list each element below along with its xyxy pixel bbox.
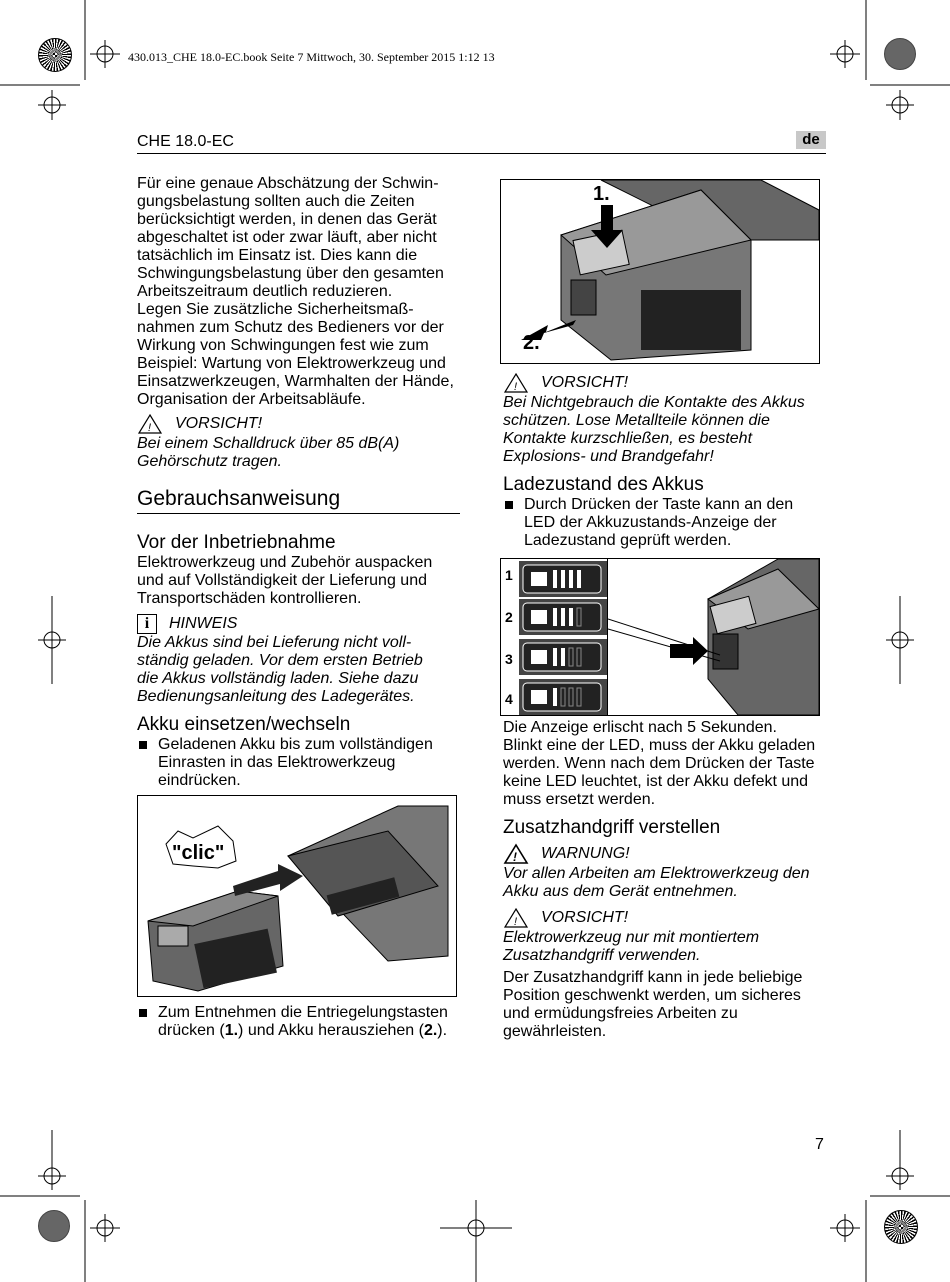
warning-triangle-icon xyxy=(137,413,163,435)
indicator-paragraph xyxy=(503,719,833,809)
warning-triangle-icon xyxy=(503,372,529,394)
figure-insert-battery xyxy=(137,795,457,997)
section-rule xyxy=(137,513,460,514)
caution-label: VORSICHT! xyxy=(541,374,629,391)
note-heading xyxy=(137,614,462,634)
text-line: Blinkt eine der LED, muss der Akku geladen xyxy=(503,737,816,754)
text-line: Bei einem Schalldruck über 85 dB(A) xyxy=(137,435,400,452)
led-levels xyxy=(501,559,608,715)
warning-triangle-icon xyxy=(503,907,529,929)
text-line: gungsbelastung sollten auch die Zeiten xyxy=(137,193,415,210)
text-line: keine LED leuchtet, ist der Akku defekt und xyxy=(503,773,809,790)
battery-remove-illustration xyxy=(501,180,819,363)
text-line: und auf Vollständigkeit der Lieferung und xyxy=(137,572,427,589)
text-line: Geladenen Akku bis zum vollständigen xyxy=(158,736,433,753)
level-number: 4 xyxy=(505,691,513,707)
svg-text:!: ! xyxy=(148,422,152,434)
text-line: Bei Nichtgebrauch die Kontakte des Akkus xyxy=(503,394,805,411)
figure-charge-indicator xyxy=(500,558,820,716)
text-line: ständig geladen. Vor dem ersten Betrieb xyxy=(137,652,423,669)
text-line: und ermüdungsfreies Arbeiten zu xyxy=(503,1005,738,1022)
svg-text:!: ! xyxy=(513,850,517,864)
handle-paragraph xyxy=(503,969,833,1041)
text-line: Durch Drücken der Taste kann an den xyxy=(524,496,794,513)
text-line: Ladezustand geprüft werden. xyxy=(524,532,732,549)
language-badge: de xyxy=(796,131,826,149)
left-column xyxy=(137,175,462,790)
bullet-remove-battery xyxy=(137,1004,467,1040)
caution-label: VORSICHT! xyxy=(541,909,629,926)
text-line: Elektrowerkzeug und Zubehör auspacken xyxy=(137,554,433,571)
text-line: Zusatzhandgriff verwenden. xyxy=(503,947,701,964)
step-2-label: 2. xyxy=(523,332,540,354)
text-line: die Akkus vollständig laden. Siehe dazu xyxy=(137,670,419,687)
text-line: eindrücken. xyxy=(158,772,241,789)
running-header: CHE 18.0-EC xyxy=(137,133,234,150)
text-run: ). xyxy=(437,1022,448,1039)
caution-heading xyxy=(503,907,833,929)
warning-triangle-icon xyxy=(503,843,529,865)
header-rule xyxy=(137,153,826,154)
right-column xyxy=(503,372,833,550)
subsection-title: Ladezustand des Akkus xyxy=(503,474,704,495)
text-line: berücksichtigt werden, in denen das Gerät xyxy=(137,211,437,228)
right-column-lower xyxy=(503,719,833,1041)
text-line: Einsatzwerkzeugen, Warmhalten der Hände, xyxy=(137,373,454,390)
step-ref: 2. xyxy=(423,1022,438,1039)
caution-text xyxy=(503,929,833,965)
bullet-insert-battery xyxy=(137,736,462,790)
text-line: tatsächlich im Einsatz ist. Dies kann die xyxy=(137,247,418,264)
warning-label: WARNUNG! xyxy=(541,845,630,862)
text-line: Organisation der Arbeitsabläufe. xyxy=(137,391,366,408)
text-line: nahmen zum Schutz des Bedieners vor der xyxy=(137,319,444,336)
warning-text xyxy=(503,865,833,901)
battery-button-illustration xyxy=(608,559,819,715)
svg-text:!: ! xyxy=(514,916,518,928)
unpack-paragraph xyxy=(137,554,462,608)
text-line: Akku aus dem Gerät entnehmen. xyxy=(503,883,738,900)
text-run: ) und Akku herausziehen ( xyxy=(238,1022,424,1039)
text-line: Explosions- und Brandgefahr! xyxy=(503,448,714,465)
text-line: Bedienungsanleitung des Ladegerätes. xyxy=(137,688,415,705)
led-bar-graphics xyxy=(519,559,607,715)
text-line: LED der Akkuzustands-Anzeige der xyxy=(524,514,777,531)
subsection-title: Zusatzhandgriff verstellen xyxy=(503,817,721,838)
text-line: Position geschwenkt werden, um sicheres xyxy=(503,987,801,1004)
text-line: Schwingungsbelastung über den gesamten xyxy=(137,265,444,282)
info-icon: i xyxy=(137,614,157,634)
text-line: Vor allen Arbeiten am Elektrowerkzeug den xyxy=(503,865,810,882)
text-line: Legen Sie zusätzliche Sicherheitsmaß- xyxy=(137,301,414,318)
section-title-text: Gebrauchsanweisung xyxy=(137,487,341,510)
battery-insert-illustration xyxy=(138,796,456,996)
text-line: Für eine genaue Abschätzung der Schwin- xyxy=(137,175,439,192)
print-slug: 430.013_CHE 18.0-EC.book Seite 7 Mittwoch, 30. September 2015 1:12 13 xyxy=(128,50,495,64)
caution-label: VORSICHT! xyxy=(175,415,263,432)
clic-label: "clic" xyxy=(172,842,225,864)
text-line: schützen. Lose Metallteile können die xyxy=(503,412,770,429)
text-line: Die Akkus sind bei Lieferung nicht voll- xyxy=(137,634,412,651)
text-line: Elektrowerkzeug nur mit montiertem xyxy=(503,929,760,946)
section-title xyxy=(137,487,462,511)
svg-text:!: ! xyxy=(514,381,518,393)
level-number: 3 xyxy=(505,651,513,667)
caution-heading xyxy=(137,413,462,435)
note-label: HINWEIS xyxy=(169,615,238,632)
text-line: Gehörschutz tragen. xyxy=(137,453,282,470)
text-line: Zum Entnehmen die Entriegelungstasten xyxy=(158,1004,448,1021)
note-text xyxy=(137,634,462,706)
text-line: Wirkung von Schwingungen fest wie zum xyxy=(137,337,429,354)
text-line: muss ersetzt werden. xyxy=(503,791,656,808)
subsection-title: Akku einsetzen/wechseln xyxy=(137,714,351,735)
text-line: Transportschäden kontrollieren. xyxy=(137,590,362,607)
level-number: 1 xyxy=(505,567,513,583)
caution-text xyxy=(503,394,833,466)
text-line xyxy=(158,1022,467,1040)
step-ref: 1. xyxy=(224,1022,239,1039)
text-line: werden. Wenn nach dem Drücken der Taste xyxy=(503,755,815,772)
subsection-title: Vor der Inbetriebnahme xyxy=(137,532,336,553)
caution-heading xyxy=(503,372,833,394)
warning-heading xyxy=(503,843,833,865)
text-line: Einrasten in das Elektrowerkzeug xyxy=(158,754,396,771)
text-line: gewährleisten. xyxy=(503,1023,607,1040)
text-line: abgeschaltet ist oder zwar läuft, aber nicht xyxy=(137,229,437,246)
step-1-label: 1. xyxy=(593,183,610,205)
page-number: 7 xyxy=(815,1136,824,1153)
text-line: Kontakte kurzschließen, es besteht xyxy=(503,430,753,447)
text-line: Arbeitszeitraum deutlich reduzieren. xyxy=(137,283,393,300)
text-run: drücken ( xyxy=(158,1022,225,1039)
caution-text xyxy=(137,435,462,471)
text-line: Die Anzeige erlischt nach 5 Sekunden. xyxy=(503,719,777,736)
level-number: 2 xyxy=(505,609,513,625)
figure-remove-battery xyxy=(500,179,820,364)
text-line: Beispiel: Wartung von Elektrowerkzeug und xyxy=(137,355,446,372)
text-line: Der Zusatzhandgriff kann in jede beliebige xyxy=(503,969,803,986)
bullet-charge-check xyxy=(503,496,833,550)
intro-paragraph xyxy=(137,175,462,409)
